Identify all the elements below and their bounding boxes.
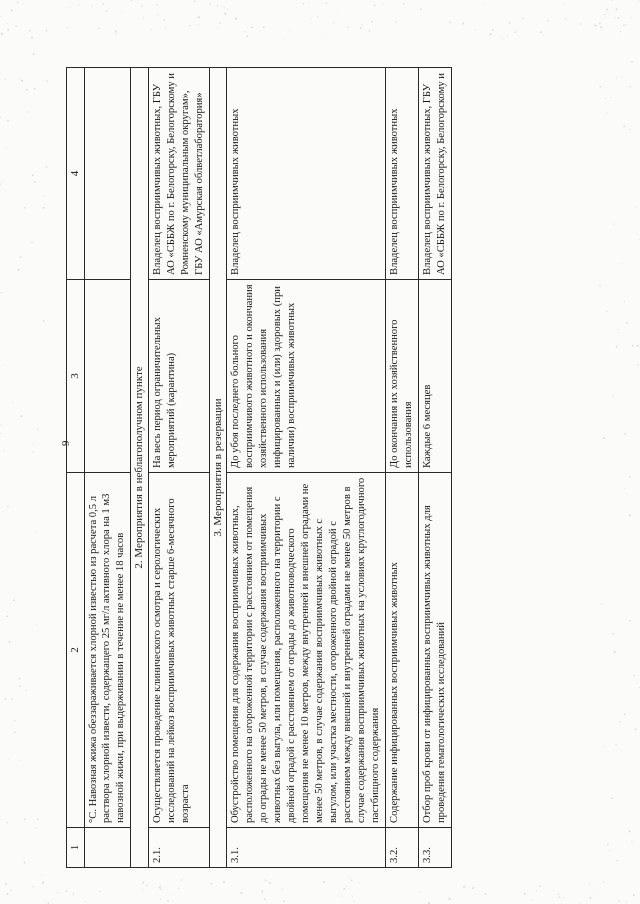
table-header-row (67, 68, 85, 868)
scan-speck (626, 322, 628, 324)
scan-speck (246, 35, 248, 37)
scan-speck (21, 415, 23, 417)
measure-description: Содержание инфицированных восприимчивых животных (385, 473, 418, 828)
table-row (84, 68, 131, 868)
scan-speck (98, 27, 100, 29)
scan-speck (32, 451, 33, 452)
scan-speck (194, 0, 196, 2)
scan-speck (492, 29, 494, 31)
scan-speck (121, 12, 122, 13)
page-number: 9 (60, 440, 72, 446)
scan-speck (6, 148, 7, 149)
scan-speck (565, 18, 566, 19)
scan-speck (7, 611, 8, 612)
scan-speck (31, 242, 32, 243)
table-row (227, 68, 386, 868)
scan-speck (629, 830, 631, 832)
scan-speck (240, 892, 242, 894)
scan-speck (181, 879, 182, 880)
scan-speck (29, 30, 30, 31)
measure-responsible: Владелец восприимчивых животных (385, 68, 418, 280)
scan-speck (7, 29, 9, 31)
scan-speck (73, 893, 75, 895)
scan-speck (106, 10, 107, 11)
scan-speck (616, 8, 618, 10)
scan-speck (5, 698, 7, 700)
scan-speck (540, 31, 542, 33)
scan-speck (85, 901, 86, 902)
scan-speck (559, 897, 561, 899)
scan-speck (79, 4, 80, 5)
row-number: 3.2. (385, 828, 418, 868)
scan-speck (362, 24, 363, 25)
scan-speck (9, 641, 11, 643)
scan-speck (189, 25, 191, 27)
scan-speck (482, 4, 483, 5)
scan-speck (396, 21, 397, 22)
scan-speck (611, 0, 612, 1)
scan-speck (369, 30, 371, 32)
scan-speck (141, 5, 142, 6)
scan-speck (19, 678, 21, 680)
scan-speck (634, 675, 636, 677)
scan-speck (449, 898, 451, 900)
scan-speck (589, 897, 591, 899)
scan-speck (552, 890, 553, 891)
scan-speck (352, 896, 353, 897)
scan-speck (198, 24, 199, 25)
scan-speck (626, 902, 627, 903)
scan-speck (620, 721, 621, 722)
scan-speck (607, 844, 609, 846)
scan-speck (0, 183, 1, 185)
scan-speck (42, 882, 44, 884)
scan-speck (603, 881, 604, 882)
scan-speck (599, 23, 601, 25)
scan-speck (21, 80, 23, 82)
scan-speck (614, 17, 615, 18)
scan-speck (594, 895, 595, 896)
scan-speck (632, 345, 634, 347)
scan-speck (11, 698, 13, 700)
scan-speck (4, 364, 5, 365)
scan-speck (13, 599, 15, 601)
scan-speck (579, 903, 580, 904)
scan-speck (303, 3, 304, 4)
measure-timing: Каждые 6 месяцев (418, 280, 451, 473)
scan-speck (626, 24, 627, 25)
table-row (148, 68, 209, 868)
measure-timing (84, 280, 131, 473)
scan-speck (37, 818, 39, 820)
scan-speck (43, 195, 44, 196)
scan-speck (475, 29, 476, 30)
scan-speck (26, 89, 28, 91)
scan-speck (638, 364, 639, 365)
scan-speck (631, 61, 632, 62)
scan-speck (7, 822, 8, 823)
measure-description: Обустройство помещения для содержания восприимчивых животных, расположенного на огороженной территории с расстоянием от помещения до ограды не менее 50 метров, в случае содержания восприимчивых животных без выгула, или помещения, расположенного на территории с двойной оградой с расстоянием от ограды до животноводческого помещения не менее 10 метров, между внутренней и внешней оградами не менее 50 метров, в случае содержания восприимчивых животных с выгулом, или участка местности, огороженного двойной оградой с расстоянием между внешней и внутренней оградами не менее 50 метров в случае содержания восприимчивых животных на условиях круглогодичного пастбищного содержания (227, 473, 386, 828)
scan-speck (463, 886, 465, 888)
scan-speck (309, 2, 310, 3)
header-cell-3: 3 (67, 280, 85, 473)
scan-speck (19, 685, 21, 687)
section-header-row (131, 68, 149, 868)
scan-speck (346, 886, 347, 887)
scan-speck (14, 720, 15, 721)
scan-speck (143, 18, 144, 19)
scan-speck (157, 14, 158, 15)
scan-speck (33, 886, 34, 887)
scan-speck (360, 27, 362, 29)
scan-speck (36, 624, 37, 625)
rotated-table-wrapper (66, 68, 581, 868)
scan-speck (609, 850, 610, 851)
scan-speck (6, 615, 8, 617)
scan-speck (164, 19, 165, 20)
scan-speck (31, 37, 33, 39)
scan-speck (209, 3, 210, 4)
scan-speck (604, 14, 605, 15)
scan-speck (9, 759, 10, 760)
measure-responsible: Владелец восприимчивых животных (227, 68, 386, 280)
row-number: 3.1. (227, 828, 386, 868)
scan-speck (351, 880, 353, 882)
scan-speck (284, 38, 285, 39)
scan-speck (515, 32, 516, 33)
scan-speck (103, 3, 105, 5)
scan-speck (41, 875, 42, 876)
scan-speck (135, 32, 136, 33)
scan-speck (227, 9, 228, 10)
scan-speck (354, 901, 355, 902)
scan-speck (624, 713, 626, 715)
scan-speck (159, 887, 161, 889)
scan-speck (311, 18, 312, 19)
scan-speck (522, 18, 523, 19)
scan-speck (43, 207, 45, 209)
scan-speck (629, 620, 631, 622)
table-row (385, 68, 418, 868)
scan-speck (539, 885, 541, 887)
scan-speck (635, 206, 636, 207)
scan-speck (32, 175, 34, 177)
measure-description: Осуществляется проведение клинического осмотра и серологических исследований на лейкоз восприимчивых животных старше 6-месячного возраста (148, 473, 209, 828)
scan-speck (142, 889, 143, 890)
row-number: 2.1. (148, 828, 209, 868)
scan-speck (524, 893, 526, 895)
scan-speck (635, 728, 637, 730)
scan-speck (613, 224, 614, 225)
scan-speck (599, 86, 601, 88)
scan-speck (251, 27, 253, 29)
scan-speck (1, 33, 3, 35)
scan-speck (419, 892, 420, 893)
scan-speck (35, 532, 36, 533)
scan-speck (165, 27, 166, 28)
scan-speck (115, 31, 117, 33)
scan-speck (603, 746, 604, 747)
scan-speck (624, 488, 625, 489)
scan-speck (618, 901, 619, 902)
scan-speck (131, 0, 133, 1)
scan-speck (0, 117, 1, 118)
scan-speck (612, 633, 613, 634)
scan-speck (7, 23, 8, 24)
scan-speck (615, 744, 616, 745)
scan-speck (614, 651, 616, 653)
scan-speck (5, 883, 7, 885)
scan-speck (450, 22, 452, 24)
scan-speck (620, 31, 621, 32)
header-cell-4: 4 (67, 68, 85, 280)
scan-speck (147, 885, 148, 886)
scan-speck (1, 424, 2, 425)
scan-speck (261, 890, 263, 892)
scan-speck (217, 27, 218, 28)
scan-speck (333, 22, 334, 23)
scan-speck (507, 35, 508, 36)
scan-speck (606, 310, 607, 311)
scan-speck (371, 21, 372, 22)
scan-speck (547, 20, 548, 21)
scan-speck (616, 860, 618, 862)
scan-speck (223, 881, 225, 883)
scan-speck (46, 80, 48, 82)
scan-speck (1, 292, 2, 293)
scan-speck (326, 2, 328, 4)
scan-speck (264, 898, 266, 900)
scan-speck (509, 22, 511, 24)
scan-speck (7, 120, 9, 122)
measure-responsible: Владелец восприимчивых животных, ГБУ АО «СББЖ по г. Белогорску, Белогорскому и (418, 68, 451, 280)
scan-speck (607, 112, 608, 113)
scan-speck (70, 7, 71, 8)
scan-speck (448, 898, 449, 899)
scan-speck (269, 882, 271, 884)
scan-speck (67, 27, 68, 28)
scan-speck (420, 8, 422, 10)
scan-speck (35, 827, 36, 828)
scan-speck (34, 181, 36, 183)
scan-speck (224, 7, 225, 8)
scan-speck (46, 30, 48, 32)
scan-speck (24, 819, 26, 821)
measure-timing: До убоя последнего больного восприимчивого животного и окончания хозяйственного использования инфицированных и (или) здоровых (при наличии) восприимчивых животных (227, 280, 386, 473)
scan-speck (173, 894, 174, 895)
scan-speck (33, 444, 34, 445)
scan-speck (282, 889, 283, 890)
scan-speck (0, 16, 1, 17)
scan-speck (11, 9, 13, 11)
scan-speck (317, 16, 318, 17)
scan-speck (167, 900, 169, 902)
scan-speck (342, 896, 343, 897)
scan-speck (462, 23, 464, 25)
scan-speck (601, 603, 602, 604)
scan-speck (466, 34, 467, 35)
measure-description: Отбор проб крови от инфицированных восприимчивых животных для проведения гематологических исследований (418, 473, 451, 828)
scan-speck (631, 841, 632, 842)
scan-speck (633, 894, 635, 896)
scan-speck (33, 53, 35, 55)
scan-speck (66, 890, 68, 892)
scan-speck (25, 690, 26, 691)
section-title: 2. Мероприятия в неблагополучном пункте (131, 68, 149, 868)
scan-speck (605, 98, 606, 99)
scan-speck (589, 883, 590, 884)
scan-speck (7, 893, 9, 895)
scan-speck (612, 396, 613, 397)
scan-speck (337, 12, 338, 13)
scan-speck (622, 263, 623, 264)
scan-speck (531, 900, 532, 901)
scan-speck (563, 3, 564, 4)
scan-speck (600, 26, 602, 28)
scan-speck (28, 111, 29, 112)
scan-speck (472, 887, 474, 889)
scan-speck (624, 301, 625, 302)
measure-responsible: Владелец восприимчивых животных, ГБУ АО «СББЖ по г. Белогорску, Белогорскому и Ромненскому муниципальным округам», ГБУ АО «Амурская облветлаборатория» (148, 68, 209, 280)
scan-speck (558, 893, 559, 894)
section-title: 3. Мероприятия в резервации (209, 68, 227, 868)
scan-speck (11, 890, 12, 891)
scan-speck (616, 77, 617, 78)
scan-speck (160, 889, 161, 890)
scan-speck (618, 17, 620, 19)
scan-speck (14, 731, 16, 733)
scan-speck (629, 514, 631, 516)
scan-speck (374, 4, 376, 6)
scan-speck (618, 329, 619, 330)
scan-speck (623, 24, 625, 26)
measure-timing: До окончания их хозяйственного использования (385, 280, 418, 473)
scan-speck (263, 26, 265, 28)
scan-speck (245, 31, 246, 32)
scan-speck (323, 881, 325, 883)
scan-speck (265, 879, 267, 881)
scan-speck (343, 888, 345, 890)
scan-speck (630, 17, 631, 18)
scan-speck (600, 285, 601, 286)
scan-speck (160, 898, 161, 899)
scan-speck (12, 402, 13, 403)
scan-speck (490, 33, 492, 35)
scan-speck (594, 25, 596, 27)
scan-speck (224, 13, 226, 15)
scan-speck (358, 882, 359, 883)
scan-speck (611, 97, 612, 98)
scan-speck (611, 797, 613, 799)
scan-speck (225, 12, 226, 13)
scan-speck (580, 23, 581, 24)
scan-speck (616, 346, 618, 348)
scan-speck (43, 320, 45, 322)
scan-speck (18, 269, 20, 271)
scan-speck (3, 450, 4, 451)
scan-speck (624, 433, 626, 435)
header-cell-1: 1 (67, 828, 85, 868)
scan-speck (24, 207, 26, 209)
scan-speck (283, 900, 285, 902)
scan-speck (160, 885, 161, 886)
scan-speck (211, 883, 213, 885)
scan-speck (347, 26, 348, 27)
scan-speck (19, 760, 20, 761)
table-row (418, 68, 451, 868)
scan-speck (536, 890, 537, 891)
scan-speck (217, 5, 218, 6)
scan-speck (7, 506, 8, 507)
scan-speck (46, 166, 48, 168)
scan-speck (290, 30, 291, 31)
scan-speck (142, 881, 144, 883)
scan-speck (92, 5, 93, 6)
scan-speck (37, 428, 38, 429)
scan-speck (23, 3, 24, 4)
scan-speck (235, 18, 237, 20)
scan-speck (24, 862, 26, 864)
scan-speck (630, 86, 631, 87)
scan-speck (0, 433, 1, 434)
scan-speck (639, 0, 640, 1)
scan-speck (151, 29, 152, 30)
scan-speck (603, 437, 605, 439)
scan-speck (563, 897, 564, 898)
scan-speck (20, 256, 22, 258)
row-number (84, 828, 131, 868)
scan-speck (403, 3, 404, 4)
scan-speck (637, 345, 639, 347)
scan-speck (629, 476, 630, 477)
scan-speck (4, 79, 5, 80)
scan-speck (382, 4, 383, 5)
measures-table (66, 67, 452, 868)
measure-responsible (84, 68, 131, 280)
row-number: 3.3. (418, 828, 451, 868)
scan-speck (178, 888, 179, 889)
scan-speck (17, 2, 19, 4)
measure-timing: На весь период ограничительных мероприятий (карантина) (148, 280, 209, 473)
header-cell-2: 2 (67, 473, 85, 828)
scan-speck (622, 76, 623, 77)
scan-speck (623, 125, 625, 127)
scan-speck (503, 39, 504, 40)
scan-speck (630, 129, 631, 130)
scan-speck (34, 88, 36, 90)
measure-description: °С. Навозная жижа обеззараживается хлорной известью из расчета 0,5 л раствора хлорной извести, содержащего 25 мг/л активного хлора на 1 м3 навозной жижи, при выдерживании в течение не менее 18 часов (84, 473, 131, 828)
scan-speck (115, 33, 116, 34)
scan-speck (198, 16, 200, 18)
scan-speck (57, 892, 58, 893)
scan-speck (326, 39, 327, 40)
scan-speck (19, 78, 20, 79)
section-header-row (209, 68, 227, 868)
scan-speck (220, 23, 221, 24)
scan-speck (100, 891, 101, 892)
scan-speck (606, 9, 608, 11)
scan-speck (156, 4, 157, 5)
scan-speck (485, 893, 487, 895)
scan-speck (15, 26, 16, 27)
